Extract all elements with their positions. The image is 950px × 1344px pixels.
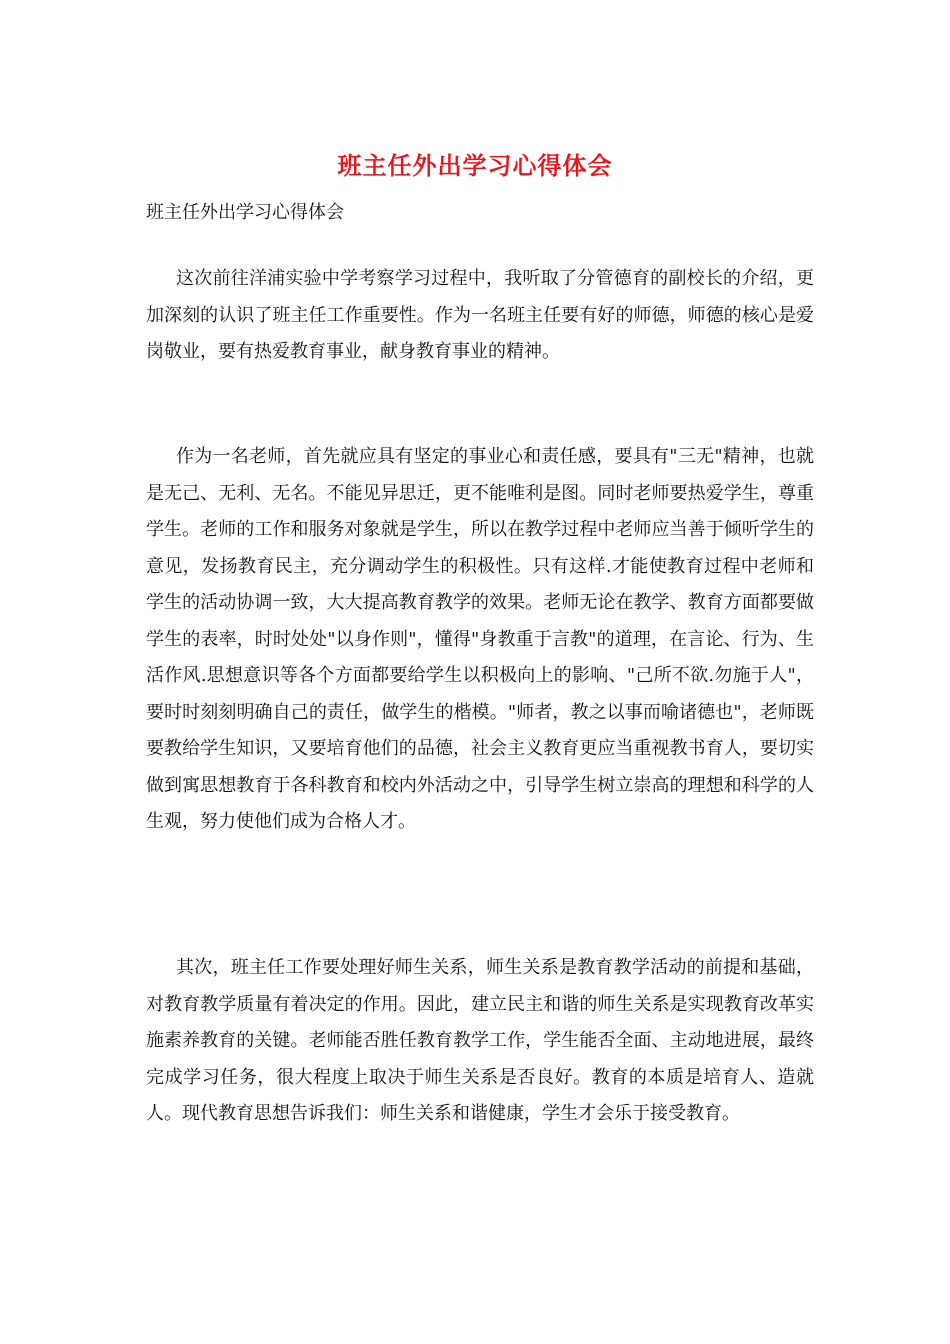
document-title: 班主任外出学习心得体会 [337,151,613,180]
paragraph-1: 这次前往洋浦实验中学考察学习过程中，我听取了分管德育的副校长的介绍，更加深刻的认识了班主任工作重要性。作为一名班主任要有好的师德，师德的核心是爱岗敬业，要有热爱教育事业，献身教育事业的精神。 [146,268,814,362]
paragraph-3: 其次，班主任工作要处理好师生关系，师生关系是教育教学活动的前提和基础，对教育教学质量有着决定的作用。因此，建立民主和谐的师生关系是实现教育改革实施素养教育的关键。老师能否胜任教育教学工作，学生能否全面、主动地进展，最终完成学习任务，很大程度上取决于师生关系是否良好。教育的本质是培育人、造就人。现代教育思想告诉我们：师生关系和谐健康，学生才会乐于接受教育。 [146,957,814,1124]
document-subtitle: 班主任外出学习心得体会 [146,202,344,223]
paragraph-2: 作为一名老师，首先就应具有坚定的事业心和责任感，要具有"三无"精神，也就是无己、无利、无名。不能见异思迁，更不能唯利是图。同时老师要热爱学生，尊重学生。老师的工作和服务对象就是学生，所以在教学过程中老师应当善于倾听学生的意见，发扬教育民主，充分调动学生的积极性。只有这样.才能使教育过程中老师和学生的活动协调一致，大大提高教育教学的效果。老师无论在教学、教育方面都要做学生的表率，时时处处"以身作则"，懂得"身教重于言教"的道理，在言论、行为、生活作风.思想意识等各个方面都要给学生以积极向上的影响、"己所不欲.勿施于人"，要时时刻刻明确自己的责任，做学生的楷模。"师者，教之以事而喻诸德也"，老师既要教给学生知识，又要培育他们的品德，社会主义教育更应当重视教书育人，要切实做到寓思想教育于各科教育和校内外活动之中，引导学生树立崇高的理想和科学的人生观，努力使他们成为合格人才。 [146,446,814,832]
